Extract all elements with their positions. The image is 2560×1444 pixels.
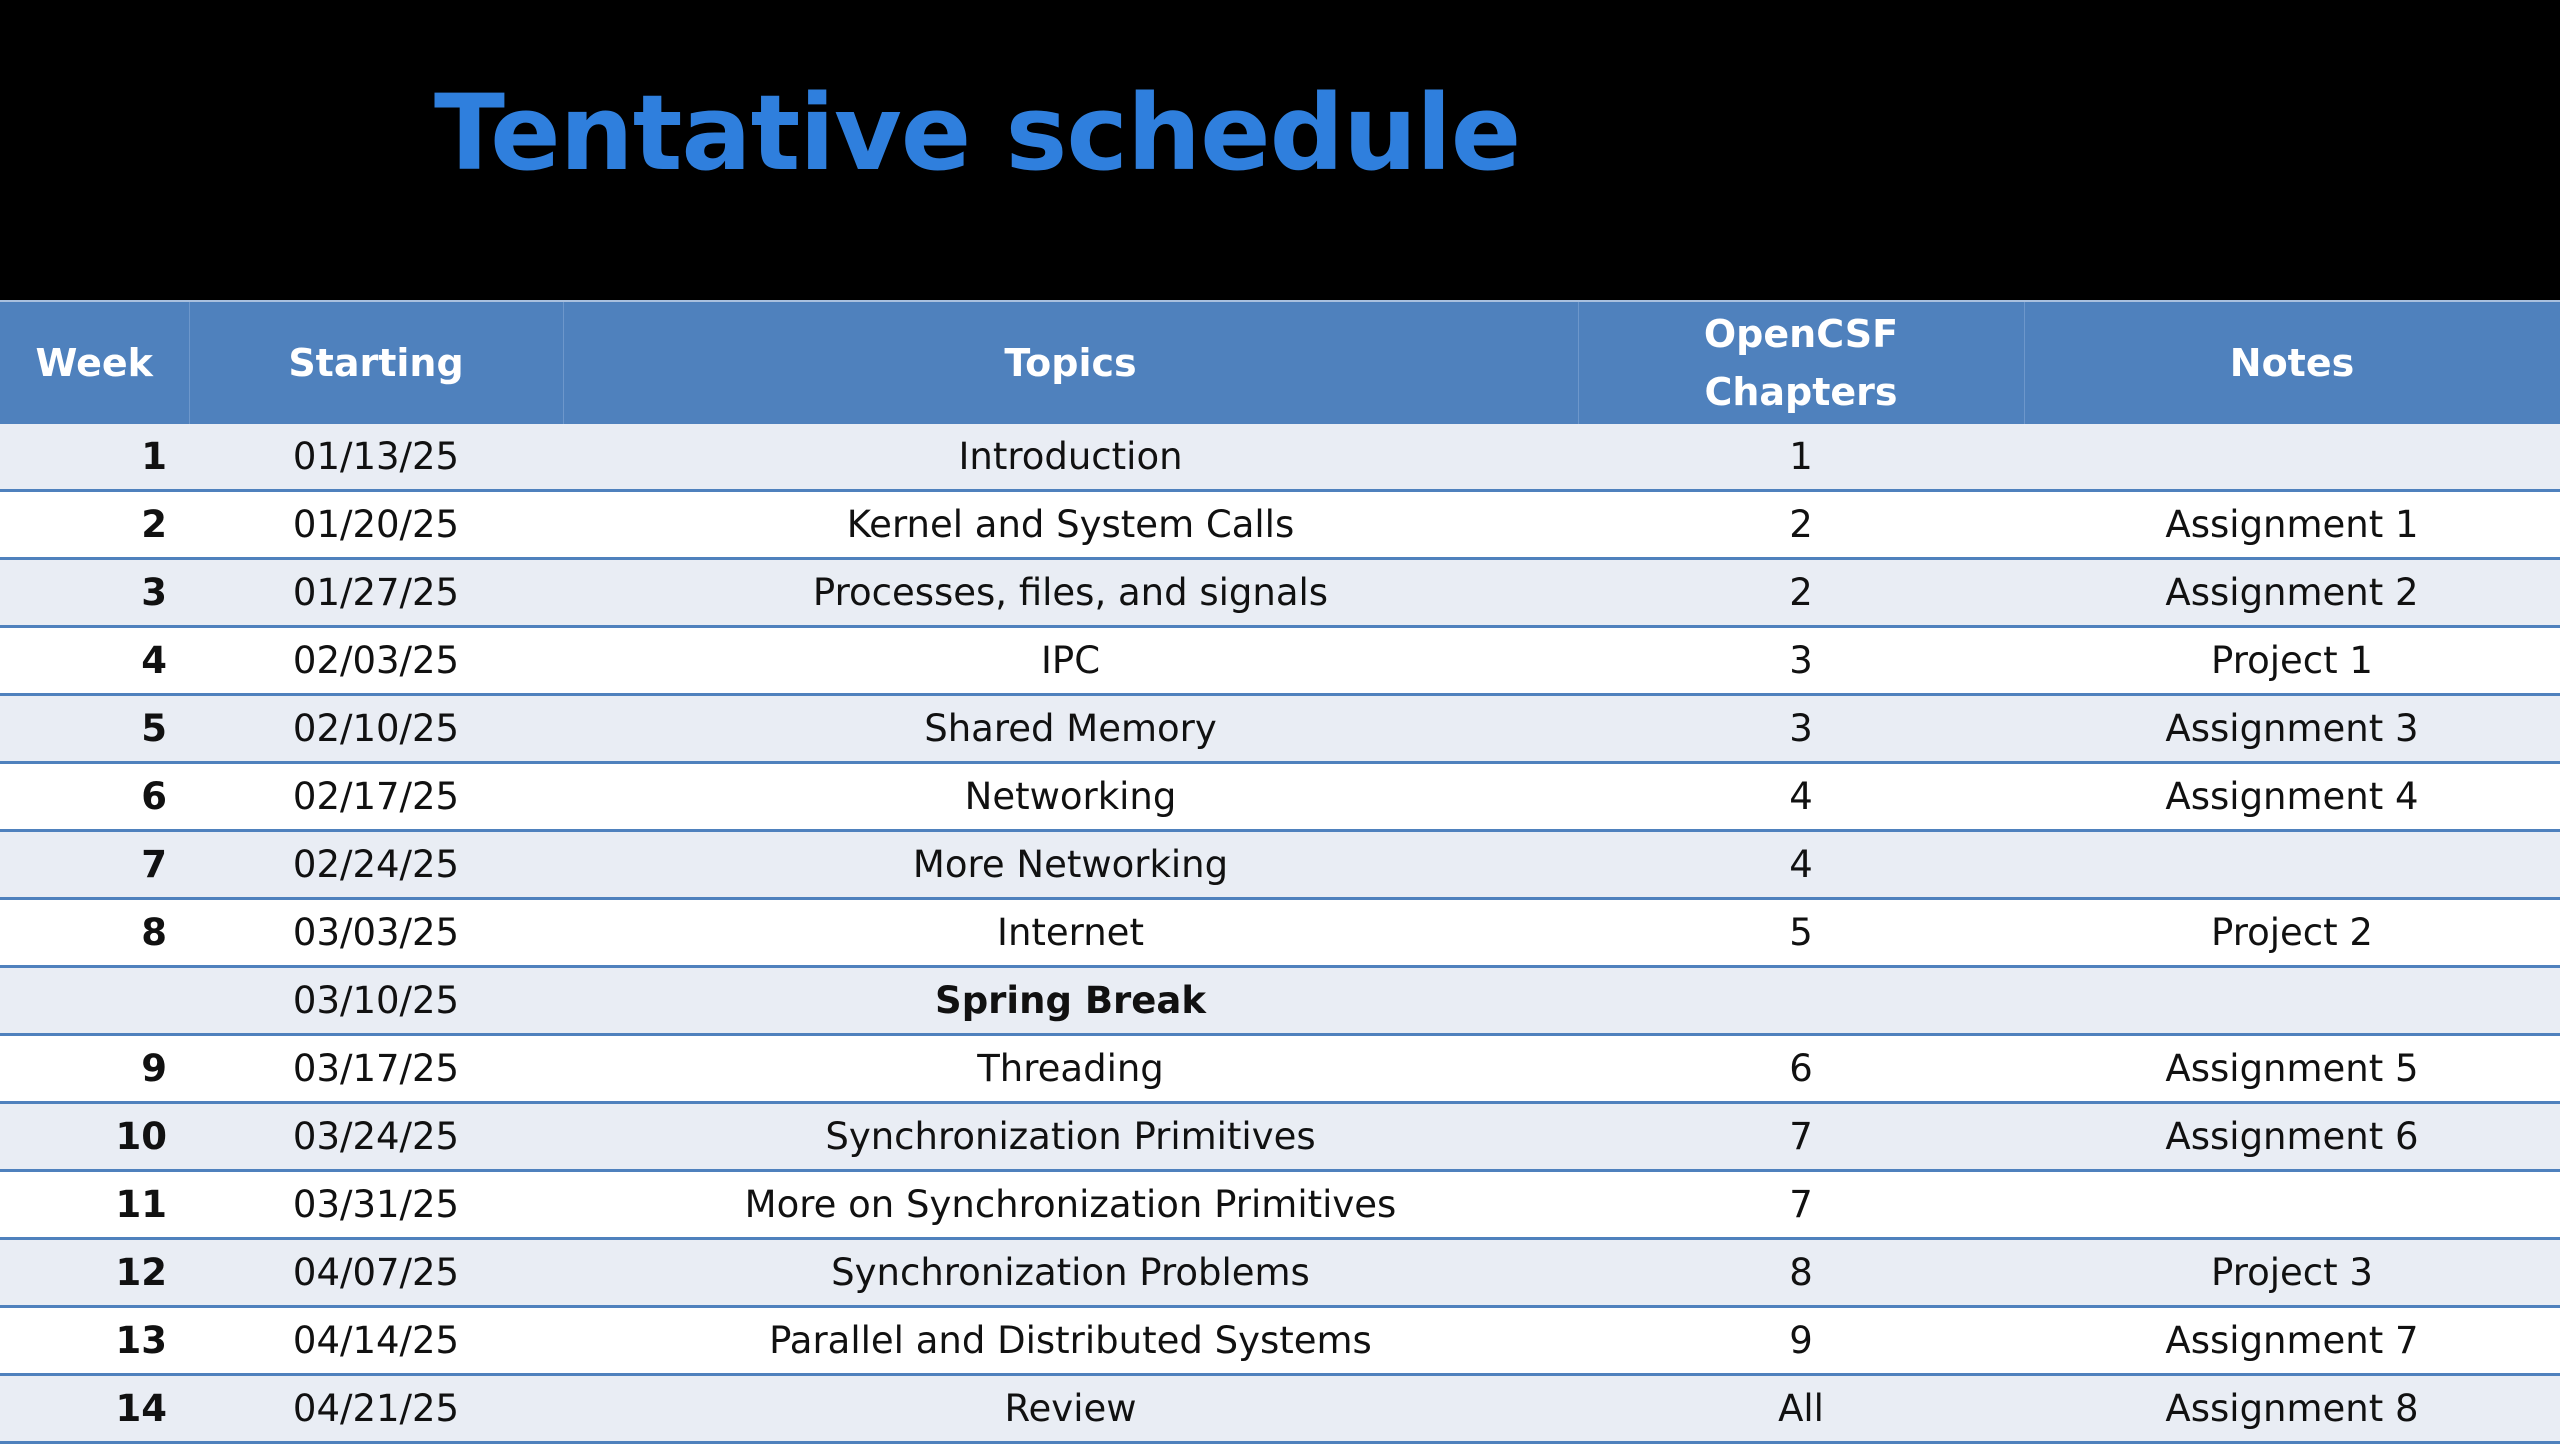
chapters-cell: 1 xyxy=(1578,424,2024,491)
header-chapters-line2: Chapters xyxy=(1704,370,1898,414)
chapters-cell: 4 xyxy=(1578,763,2024,831)
notes-cell: Assignment 1 xyxy=(2024,491,2560,559)
notes-cell xyxy=(2024,424,2560,491)
notes-cell: Assignment 5 xyxy=(2024,1035,2560,1103)
table-row xyxy=(0,1307,2560,1375)
week-cell: 1 xyxy=(0,424,189,491)
week-cell: 13 xyxy=(0,1307,189,1375)
starting-cell: 04/21/25 xyxy=(189,1375,563,1443)
table-row xyxy=(0,424,2560,491)
week-cell: 8 xyxy=(0,899,189,967)
table-row xyxy=(0,1171,2560,1239)
table-row xyxy=(0,899,2560,967)
starting-cell: 02/24/25 xyxy=(189,831,563,899)
table-row xyxy=(0,831,2560,899)
topic-cell: Parallel and Distributed Systems xyxy=(563,1307,1578,1375)
starting-cell: 02/10/25 xyxy=(189,695,563,763)
week-cell: 6 xyxy=(0,763,189,831)
notes-cell: Assignment 8 xyxy=(2024,1375,2560,1443)
topic-cell: Networking xyxy=(563,763,1578,831)
header-starting: Starting xyxy=(189,301,563,424)
starting-cell: 04/14/25 xyxy=(189,1307,563,1375)
header-chapters-line1: OpenCSF xyxy=(1703,312,1899,356)
week-cell: 2 xyxy=(0,491,189,559)
topic-cell: Internet xyxy=(563,899,1578,967)
starting-cell: 01/20/25 xyxy=(189,491,563,559)
starting-cell: 03/17/25 xyxy=(189,1035,563,1103)
table-row-break xyxy=(0,967,2560,1035)
topic-cell: Kernel and System Calls xyxy=(563,491,1578,559)
table-row xyxy=(0,1239,2560,1307)
notes-cell: Project 3 xyxy=(2024,1239,2560,1307)
starting-cell: 02/03/25 xyxy=(189,627,563,695)
schedule-body xyxy=(0,424,2560,1443)
topic-cell: Synchronization Primitives xyxy=(563,1103,1578,1171)
table-row xyxy=(0,763,2560,831)
chapters-cell: 6 xyxy=(1578,1035,2024,1103)
chapters-cell: 3 xyxy=(1578,627,2024,695)
table-row xyxy=(0,491,2560,559)
chapters-cell: 8 xyxy=(1578,1239,2024,1307)
header-week: Week xyxy=(0,301,189,424)
starting-cell: 03/03/25 xyxy=(189,899,563,967)
notes-cell: Assignment 7 xyxy=(2024,1307,2560,1375)
chapters-cell: 2 xyxy=(1578,559,2024,627)
chapters-cell: 5 xyxy=(1578,899,2024,967)
week-cell: 12 xyxy=(0,1239,189,1307)
notes-cell: Project 2 xyxy=(2024,899,2560,967)
table-row xyxy=(0,1375,2560,1443)
table-row xyxy=(0,1103,2560,1171)
week-cell: 7 xyxy=(0,831,189,899)
chapters-cell: 7 xyxy=(1578,1171,2024,1239)
week-cell: 3 xyxy=(0,559,189,627)
starting-cell: 03/31/25 xyxy=(189,1171,563,1239)
header-topics: Topics xyxy=(563,301,1578,424)
starting-cell: 02/17/25 xyxy=(189,763,563,831)
table-row xyxy=(0,1035,2560,1103)
table-row xyxy=(0,627,2560,695)
starting-cell: 01/27/25 xyxy=(189,559,563,627)
topic-cell: More on Synchronization Primitives xyxy=(563,1171,1578,1239)
starting-cell: 03/24/25 xyxy=(189,1103,563,1171)
chapters-cell: 3 xyxy=(1578,695,2024,763)
topic-cell: Synchronization Problems xyxy=(563,1239,1578,1307)
starting-cell: 04/07/25 xyxy=(189,1239,563,1307)
notes-cell xyxy=(2024,831,2560,899)
chapters-cell xyxy=(1578,967,2024,1035)
week-cell: 4 xyxy=(0,627,189,695)
topic-cell: IPC xyxy=(563,627,1578,695)
week-cell: 10 xyxy=(0,1103,189,1171)
chapters-cell: 7 xyxy=(1578,1103,2024,1171)
topic-cell: More Networking xyxy=(563,831,1578,899)
chapters-cell: All xyxy=(1578,1375,2024,1443)
week-cell xyxy=(0,967,189,1035)
week-cell: 14 xyxy=(0,1375,189,1443)
starting-cell: 03/10/25 xyxy=(189,967,563,1035)
starting-cell: 01/13/25 xyxy=(189,424,563,491)
notes-cell: Assignment 3 xyxy=(2024,695,2560,763)
topic-cell: Review xyxy=(563,1375,1578,1443)
header-row xyxy=(0,301,2560,424)
week-cell: 5 xyxy=(0,695,189,763)
chapters-cell: 9 xyxy=(1578,1307,2024,1375)
table-row xyxy=(0,559,2560,627)
slide-title: Tentative schedule xyxy=(434,72,1521,194)
notes-cell: Assignment 6 xyxy=(2024,1103,2560,1171)
header-notes: Notes xyxy=(2024,301,2560,424)
topic-cell: Introduction xyxy=(563,424,1578,491)
topic-cell: Shared Memory xyxy=(563,695,1578,763)
chapters-cell: 4 xyxy=(1578,831,2024,899)
notes-cell: Assignment 2 xyxy=(2024,559,2560,627)
table-row xyxy=(0,695,2560,763)
week-cell: 11 xyxy=(0,1171,189,1239)
schedule-table xyxy=(0,300,2560,1444)
notes-cell: Project 1 xyxy=(2024,627,2560,695)
notes-cell xyxy=(2024,1171,2560,1239)
chapters-cell: 2 xyxy=(1578,491,2024,559)
notes-cell: Assignment 4 xyxy=(2024,763,2560,831)
topic-cell: Processes, files, and signals xyxy=(563,559,1578,627)
header-chapters xyxy=(1578,301,2024,424)
week-cell: 9 xyxy=(0,1035,189,1103)
notes-cell xyxy=(2024,967,2560,1035)
topic-cell: Threading xyxy=(563,1035,1578,1103)
topic-cell-spring-break: Spring Break xyxy=(563,967,1578,1035)
